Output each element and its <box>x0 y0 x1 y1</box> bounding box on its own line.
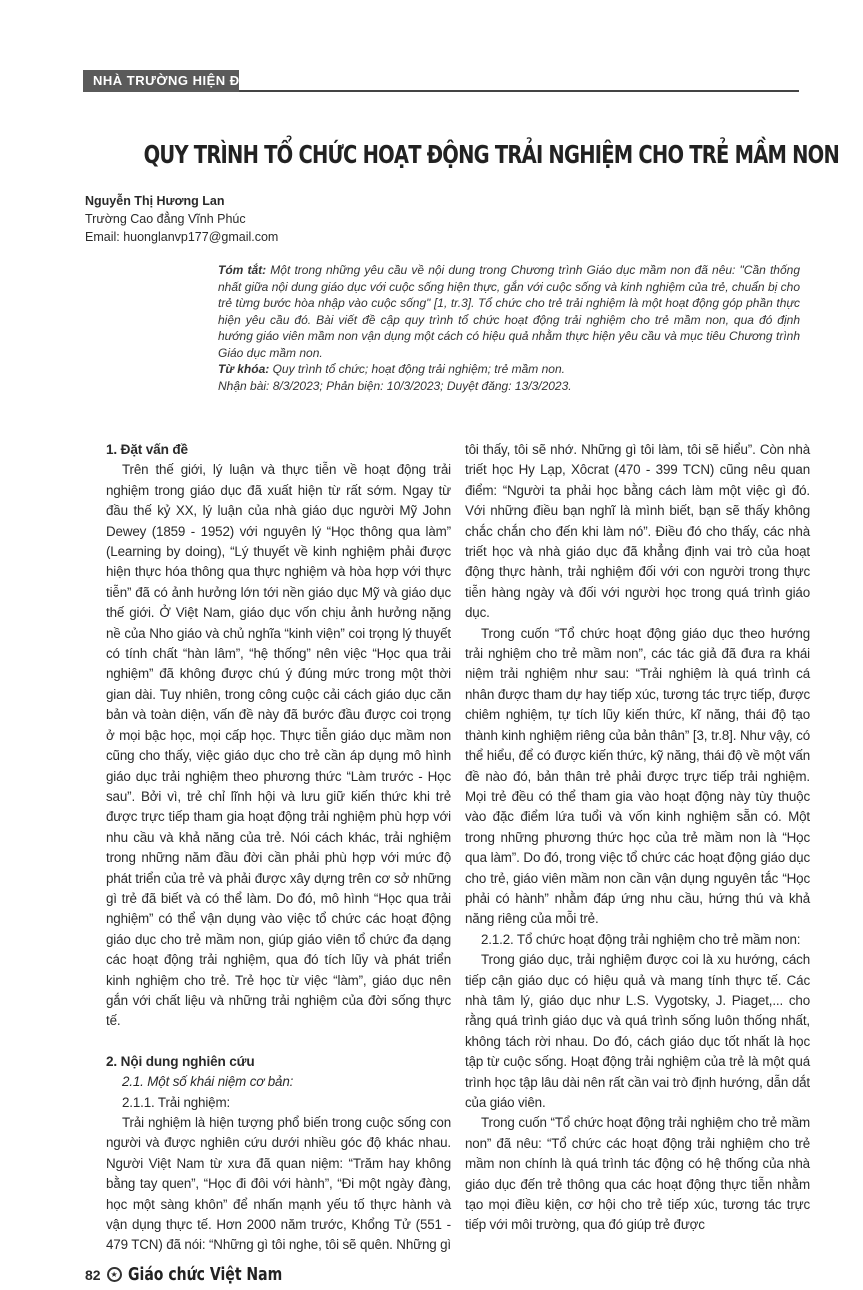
author-name: Nguyễn Thị Hương Lan <box>85 194 225 208</box>
paragraph: Trong giáo dục, trải nghiệm được coi là xu hướng, cách tiếp cận giáo dục có hiệu quả và mang tính thực tế. Các nhà tâm lý, giáo dục như L.S. Vygotsky, J. Piaget,... cho rằng quá trình giáo dục và quá trình sống luôn thống nhất, không tách rời nhau. Do đó, cách giáo dục tốt nhất là học tập từ cuộc sống. Hoạt động trải nghiệm của trẻ là một quá trình học tập lâu dài nên rất cần vai trò định hướng, dẫn dắt của giáo viên. <box>465 952 810 1110</box>
author-email: Email: huonglanvp177@gmail.com <box>85 230 279 244</box>
abstract <box>218 262 800 394</box>
article-dates: Nhận bài: 8/3/2023; Phản biện: 10/3/2023; Duyệt đăng: 13/3/2023. <box>218 378 572 393</box>
article-title: QUY TRÌNH TỔ CHỨC HOẠT ĐỘNG TRẢI NGHIỆM CHO TRẺ MẦM NON <box>143 140 840 169</box>
heading-1: 1. Đặt vấn đề <box>106 442 188 457</box>
magazine-name: Giáo chức Việt Nam <box>127 1264 282 1285</box>
page-number: 82 <box>85 1266 101 1283</box>
section-gap <box>106 1032 451 1052</box>
section-tag: NHÀ TRƯỜNG HIỆN ĐẠI <box>83 70 239 92</box>
heading-2: 2. Nội dung nghiên cứu <box>106 1053 255 1069</box>
page-footer <box>85 1264 325 1285</box>
subheading-2-1-2: 2.1.2. Tổ chức hoạt động trải nghiệm cho trẻ mầm non: <box>481 931 801 947</box>
header-rule <box>239 90 799 92</box>
subheading-2-1-1: 2.1.1. Trải nghiệm: <box>122 1094 231 1110</box>
paragraph: Trong cuốn “Tổ chức hoạt động trải nghiệm cho trẻ mầm non” đã nêu: “Tổ chức các hoạt động trải nghiệm cho trẻ mầm non chính là quá trình tác động có hệ thống của nhà giáo dục đến trẻ thông qua các hoạt động thực tiễn nhằm tạo mọi điều kiện, cơ hội cho trẻ tiếp xúc, tương tác trực tiếp với môi trường, qua đó giúp trẻ được <box>465 1115 810 1233</box>
paragraph: Trong cuốn “Tổ chức hoạt động giáo dục theo hướng trải nghiệm cho trẻ mầm non”, các tác giả đã đưa ra khái niệm trải nghiệm như sau: “Trải nghiệm là quá trình cá nhân được tham dự hay tiếp xúc, tương tác trực tiếp, được chiêm nghiệm, tự tích lũy kiến thức, kĩ năng, thái độ tạo thành kinh nghiệm riêng của bản thân” [3, tr.8]. Như vậy, có thể hiểu, để có được kiến thức, kỹ năng, thái độ về một vấn đề nào đó, bản thân trẻ phải được trực tiếp trải nghiệm. Mọi trẻ đều có thể tham gia vào hoạt động này tùy thuộc vào đặc điểm lứa tuổi và vốn kinh nghiệm sẵn có. Một trong những phương thức học của trẻ mầm non là “Học qua làm”. Do đó, trong việc tổ chức các hoạt động giáo dục cho trẻ, giáo viên mầm non cần vận dụng nguyên tắc “Học phải có hành” nhằm đáp ứng nhu cầu, hứng thú và khả năng riêng của mỗi trẻ. <box>465 625 810 927</box>
abstract-label: Tóm tắt: <box>218 263 267 277</box>
paragraph: Trên thế giới, lý luận và thực tiễn về hoạt động trải nghiệm trong giáo dục đã xuất hiện từ rất sớm. Ngay từ đầu thế kỷ XX, lý luận của nhà giáo dục người Mỹ John Dewey (1859 - 1952) với nguyên lý “Học thông qua làm” (Learning by doing), “Lý thuyết về kinh nghiệm phải được hiện thực hóa thông qua thực nghiệm và hòa hợp với thực tiễn” đã có ảnh hưởng lớn tới nền giáo dục Mỹ và giáo dục thế giới. Ở Việt Nam, giáo dục vốn chịu ảnh hưởng nặng nề của Nho giáo và chủ nghĩa “kinh viện” coi trọng lý thuyết có tính chất “hàn lâm”, “hệ thống” nên việc “Học qua trải nghiệm” đã không được chú ý đúng mức trong một thời gian dài. Tuy nhiên, trong công cuộc cải cách giáo dục căn bản và toàn diện, vấn đề này đã bước đầu được coi trọng ở mọi bậc học, mọi cấp học. Thực tiễn giáo dục mầm non cũng cho thấy, việc giáo dục cho trẻ cần áp dụng mô hình giáo dục trải nghiệm theo phương thức “Làm trước - Học sau”. Bởi vì, trẻ chỉ lĩnh hội và lưu giữ kiến thức khi trẻ được trực tiếp tham gia hoạt động trải nghiệm phù hợp với nhu cầu và khả năng của trẻ. Nói cách khác, trải nghiệm trong những năm đầu đời cần phải phù hợp với mức độ phát triển của trẻ và phải được xây dựng trên cơ sở những gì trẻ đã biết và có thể làm. Do đó, mô hình “Học qua trải nghiệm” có thể vận dụng vào việc tổ chức các hoạt động giáo dục cho trẻ mầm non, giúp giáo viên tổ chức đa dạng các hoạt động trải nghiệm, qua đó tích lũy và phát triển kinh nghiệm cho trẻ. Trẻ học từ việc “làm”, giáo dục nên gắn với chất liệu và những trải nghiệm của đời sống thực tế. <box>106 462 451 1029</box>
subheading-2-1: 2.1. Một số khái niệm cơ bản: <box>122 1074 294 1090</box>
author-affiliation: Trường Cao đẳng Vĩnh Phúc <box>85 212 246 226</box>
paragraph: Trải nghiệm là hiện tượng phổ biến trong cuộc sống con người và được nghiên cứu dưới nhiều góc độ khác nhau. Người Việt Nam từ xưa đã quan niệm: “Trăm hay không bằng tay quen”, “Học đi đôi với hành”, “Đi một ngày đàng, học một sàng khôn” để nhấn mạnh yếu tố thực hành và vận dụng thực tế. Hơn 2000 năm trước, Khổng Tử (551 - 479 TCN) đã nói: “Những gì tôi nghe, tôi sẽ quên. Những gì tôi thấy, tôi sẽ nhớ. Những gì tôi làm, tôi sẽ hiểu”. Còn nhà triết học Hy Lạp, Xôcrat (470 - 399 TCN) cũng nêu quan điểm: “Người ta phải học bằng cách làm một việc gì đó. Với những điều bạn nghĩ là mình biết, bạn sẽ thấy không chắc chắn cho đến khi làm nó”. Điều đó cho thấy, các nhà triết học và nhà giáo dục đã khẳng định vai trò của hoạt động thực hành, trải nghiệm đối với con người trong thực tiễn hàng ngày và đối với người học trong quá trình giáo dục. <box>106 442 810 1253</box>
keywords: Quy trình tổ chức; hoạt động trải nghiệm; trẻ mầm non. <box>269 362 565 376</box>
keywords-label: Từ khóa: <box>218 362 270 376</box>
article-body <box>106 440 810 1256</box>
abstract-text: Một trong những yêu cầu về nội dung trong Chương trình Giáo dục mầm non đã nêu: "Cần thống nhất giữa nội dung giáo dục với cuộc sống hiện thực, gắn với cuộc sống và kinh nghiệm của trẻ, chuẩn bị cho trẻ từng bước hòa nhập vào cuộc sống" [1, tr.3]. Tổ chức cho trẻ trải nghiệm là một hoạt động góp phần thực hiện yêu cầu đó. Bài viết đề cập quy trình tổ chức hoạt động trải nghiệm cho trẻ mầm non, qua đó định hướng giáo viên mầm non vận dụng một cách có hiệu quả nhằm thực hiện yêu cầu và mục tiêu Chương trình Giáo dục mầm non. <box>218 263 800 360</box>
star-circle-icon: ★ <box>107 1267 122 1282</box>
author-block <box>85 192 278 246</box>
